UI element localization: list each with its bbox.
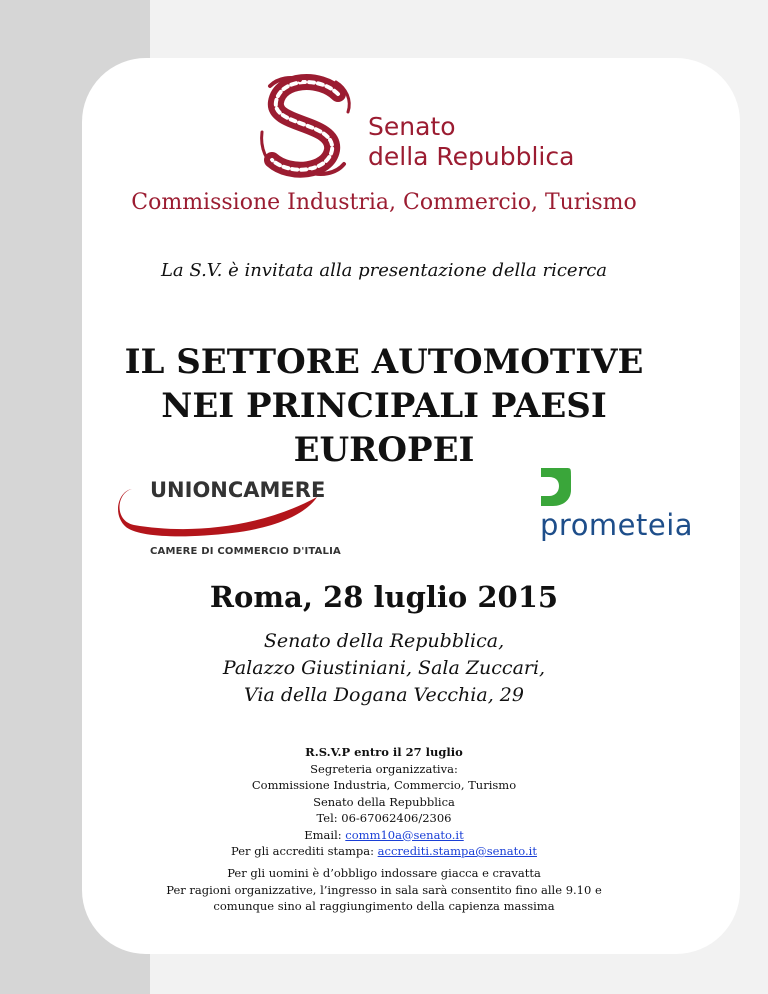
senato-line1: Senato (368, 112, 456, 141)
rsvp-press-row (0, 843, 768, 860)
rsvp-block (0, 744, 768, 860)
email-label: Email: (304, 827, 346, 842)
senato-line2: della Repubblica (368, 142, 575, 171)
rsvp-line1: Segreteria organizzativa: (310, 761, 458, 776)
title-line3: EUROPEI (293, 430, 475, 470)
venue-line3: Via della Dogana Vecchia, 29 (244, 684, 524, 706)
prometeia-name: prometeia (540, 508, 694, 542)
senato-logo-icon (250, 72, 358, 180)
rsvp-heading: R.S.V.P entro il 27 luglio (305, 745, 463, 759)
rsvp-email-row (0, 827, 768, 844)
email-link[interactable]: comm10a@senato.it (345, 827, 464, 842)
press-label: Per gli accrediti stampa: (231, 844, 378, 858)
venue-line2: Palazzo Giustiniani, Sala Zuccari, (222, 657, 546, 679)
prometeia-logo-icon (535, 466, 571, 508)
notes-block (0, 865, 768, 915)
unioncamere-name: UNIONCAMERE (150, 478, 326, 502)
rsvp-phone: Tel: 06-67062406/2306 (316, 811, 452, 825)
press-email-link[interactable]: accrediti.stampa@senato.it (377, 844, 537, 858)
title-line1: IL SETTORE AUTOMOTIVE (124, 342, 644, 382)
rsvp-line2: Commissione Industria, Commercio, Turismo (251, 778, 517, 792)
unioncamere-subtitle: CAMERE DI COMMERCIO D'ITALIA (150, 546, 341, 557)
note-line3: comunque sino al raggiungimento della capienza massima (213, 899, 555, 913)
event-date: Roma, 28 luglio 2015 (209, 580, 559, 614)
note-line1: Per gli uomini è d’obbligo indossare giacca e cravatta (227, 866, 541, 880)
note-line2: Per ragioni organizzative, l’ingresso in sala sarà consentito fino alle 9.10 e (166, 882, 602, 897)
event-venue (0, 628, 768, 709)
venue-line1: Senato della Repubblica, (263, 630, 505, 652)
senato-wordmark (368, 112, 574, 172)
event-title (0, 340, 768, 472)
title-line2: NEI PRINCIPALI PAESI (161, 386, 607, 426)
commission-name: Commissione Industria, Commercio, Turismo (131, 190, 637, 215)
rsvp-line3: Senato della Repubblica (313, 794, 455, 809)
invitation-text: La S.V. è invitata alla presentazione della ricerca (160, 260, 608, 281)
